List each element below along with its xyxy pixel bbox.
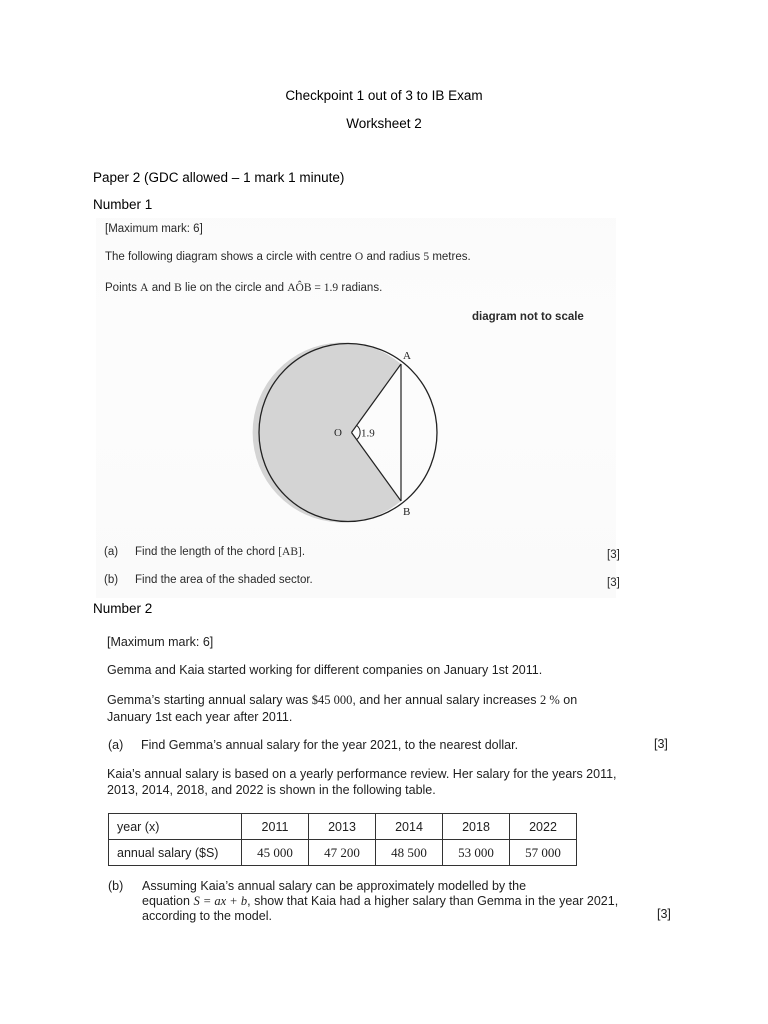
table-cell-year: 2022 [510,814,577,840]
shaded-sector [253,343,401,523]
q1-part-b-text: Find the area of the shaded sector. [135,574,313,586]
kaia-line-1: Kaia’s annual salary is based on a yearly performance review. Her salary for the years 2011, [107,767,617,781]
q2-part-b-line-1: Assuming Kaia’s annual salary can be approximately modelled by the [142,879,527,893]
q2-part-a-letter: (a) [108,738,124,752]
angle-arc [357,426,360,440]
label-angle: 1.9 [361,427,375,440]
q1-line2-text-a: Points [105,282,137,294]
q1-angle-expression: AÔB = 1.9 [287,282,339,294]
label-a: A [403,350,411,362]
circle-diagram [240,340,460,525]
question-1-line-2 [105,282,382,294]
table-cell-salary: 57 000 [510,840,577,866]
q1-line2-text-b: lie on the circle and [184,282,285,294]
table-header-year: year (x) [109,814,242,840]
q2-part-b-text-a: equation [142,894,190,908]
page-title [0,88,768,103]
question-1-line-1 [105,251,471,263]
page-subtitle [0,116,768,131]
q1-line1-text-c: metres. [432,251,471,263]
table-cell-salary: 53 000 [443,840,510,866]
gemma-starting-amount: $45 000 [311,693,353,707]
q1-radius-value: 5 [423,251,430,263]
q2-part-b-text-b: , show that Kaia had a higher salary than Gemma in the year 2021, [247,894,619,908]
q1-line1-text-b: and radius [366,251,421,263]
table-header-salary: annual salary ($S) [109,840,242,866]
salary-table [108,813,577,866]
kaia-line-2: 2013, 2014, 2018, and 2022 is shown in the following table. [107,783,436,797]
q2-part-b-marks: [3] [657,907,671,921]
q2-part-b-line-3: according to the model. [142,909,272,923]
page-subtitle-text: Worksheet 2 [346,116,422,131]
table-cell-salary: 47 200 [309,840,376,866]
q1-point-b-symbol: B [174,282,182,294]
label-o: O [334,427,342,439]
q1-centre-symbol: O [354,251,364,263]
paper-label: Paper 2 (GDC allowed – 1 mark 1 minute) [93,170,345,185]
table-row-year [109,814,577,840]
table-cell-salary: 48 500 [376,840,443,866]
q2-part-b-line-2 [142,894,618,909]
table-cell-salary: 45 000 [242,840,309,866]
table-cell-year: 2018 [443,814,510,840]
q1-part-a-text [135,546,305,558]
q1-part-b-letter: (b) [104,574,119,586]
gemma-salary-line-2: January 1st each year after 2011. [107,710,293,724]
page-title-text: Checkpoint 1 out of 3 to IB Exam [285,88,483,103]
q2-part-a-marks: [3] [654,737,668,751]
q1-line2-text-c: radians. [341,282,383,294]
gemma-text-b: , and her annual salary increases [352,693,537,707]
q2-model-equation: S = ax + b [193,894,248,908]
q1-part-a-text-pre: Find the length of the chord [135,546,276,558]
q2-part-a-text: Find Gemma’s annual salary for the year 2021, to the nearest dollar. [141,738,519,752]
q1-part-a-marks: [3] [607,549,620,561]
table-row-salary [109,840,577,866]
q1-part-b-marks: [3] [607,577,620,589]
q1-chord-symbol: [AB] [278,546,302,558]
table-cell-year: 2011 [242,814,309,840]
table-cell-year: 2013 [309,814,376,840]
question-1-label: Number 1 [93,197,153,212]
q1-part-a-letter: (a) [104,546,119,558]
q1-line1-text-a: The following diagram shows a circle with centre [105,251,352,263]
gemma-increase-percent: 2 % [539,693,560,707]
question-2-intro: Gemma and Kaia started working for different companies on January 1st 2011. [107,663,543,677]
label-b: B [403,506,411,518]
question-2-label: Number 2 [93,601,153,616]
q1-point-a-symbol: A [140,282,149,294]
question-1-max-mark: [Maximum mark: 6] [105,223,203,235]
gemma-text-c: on [563,693,578,707]
q1-line2-and: and [151,282,171,294]
diagram-note: diagram not to scale [472,311,584,323]
gemma-text-a: Gemma’s starting annual salary was [107,693,309,707]
table-cell-year: 2014 [376,814,443,840]
gemma-salary-line-1 [107,693,577,708]
q2-part-b-letter: (b) [108,879,124,893]
q1-part-a-text-post: . [301,546,306,558]
question-2-max-mark: [Maximum mark: 6] [107,635,214,649]
